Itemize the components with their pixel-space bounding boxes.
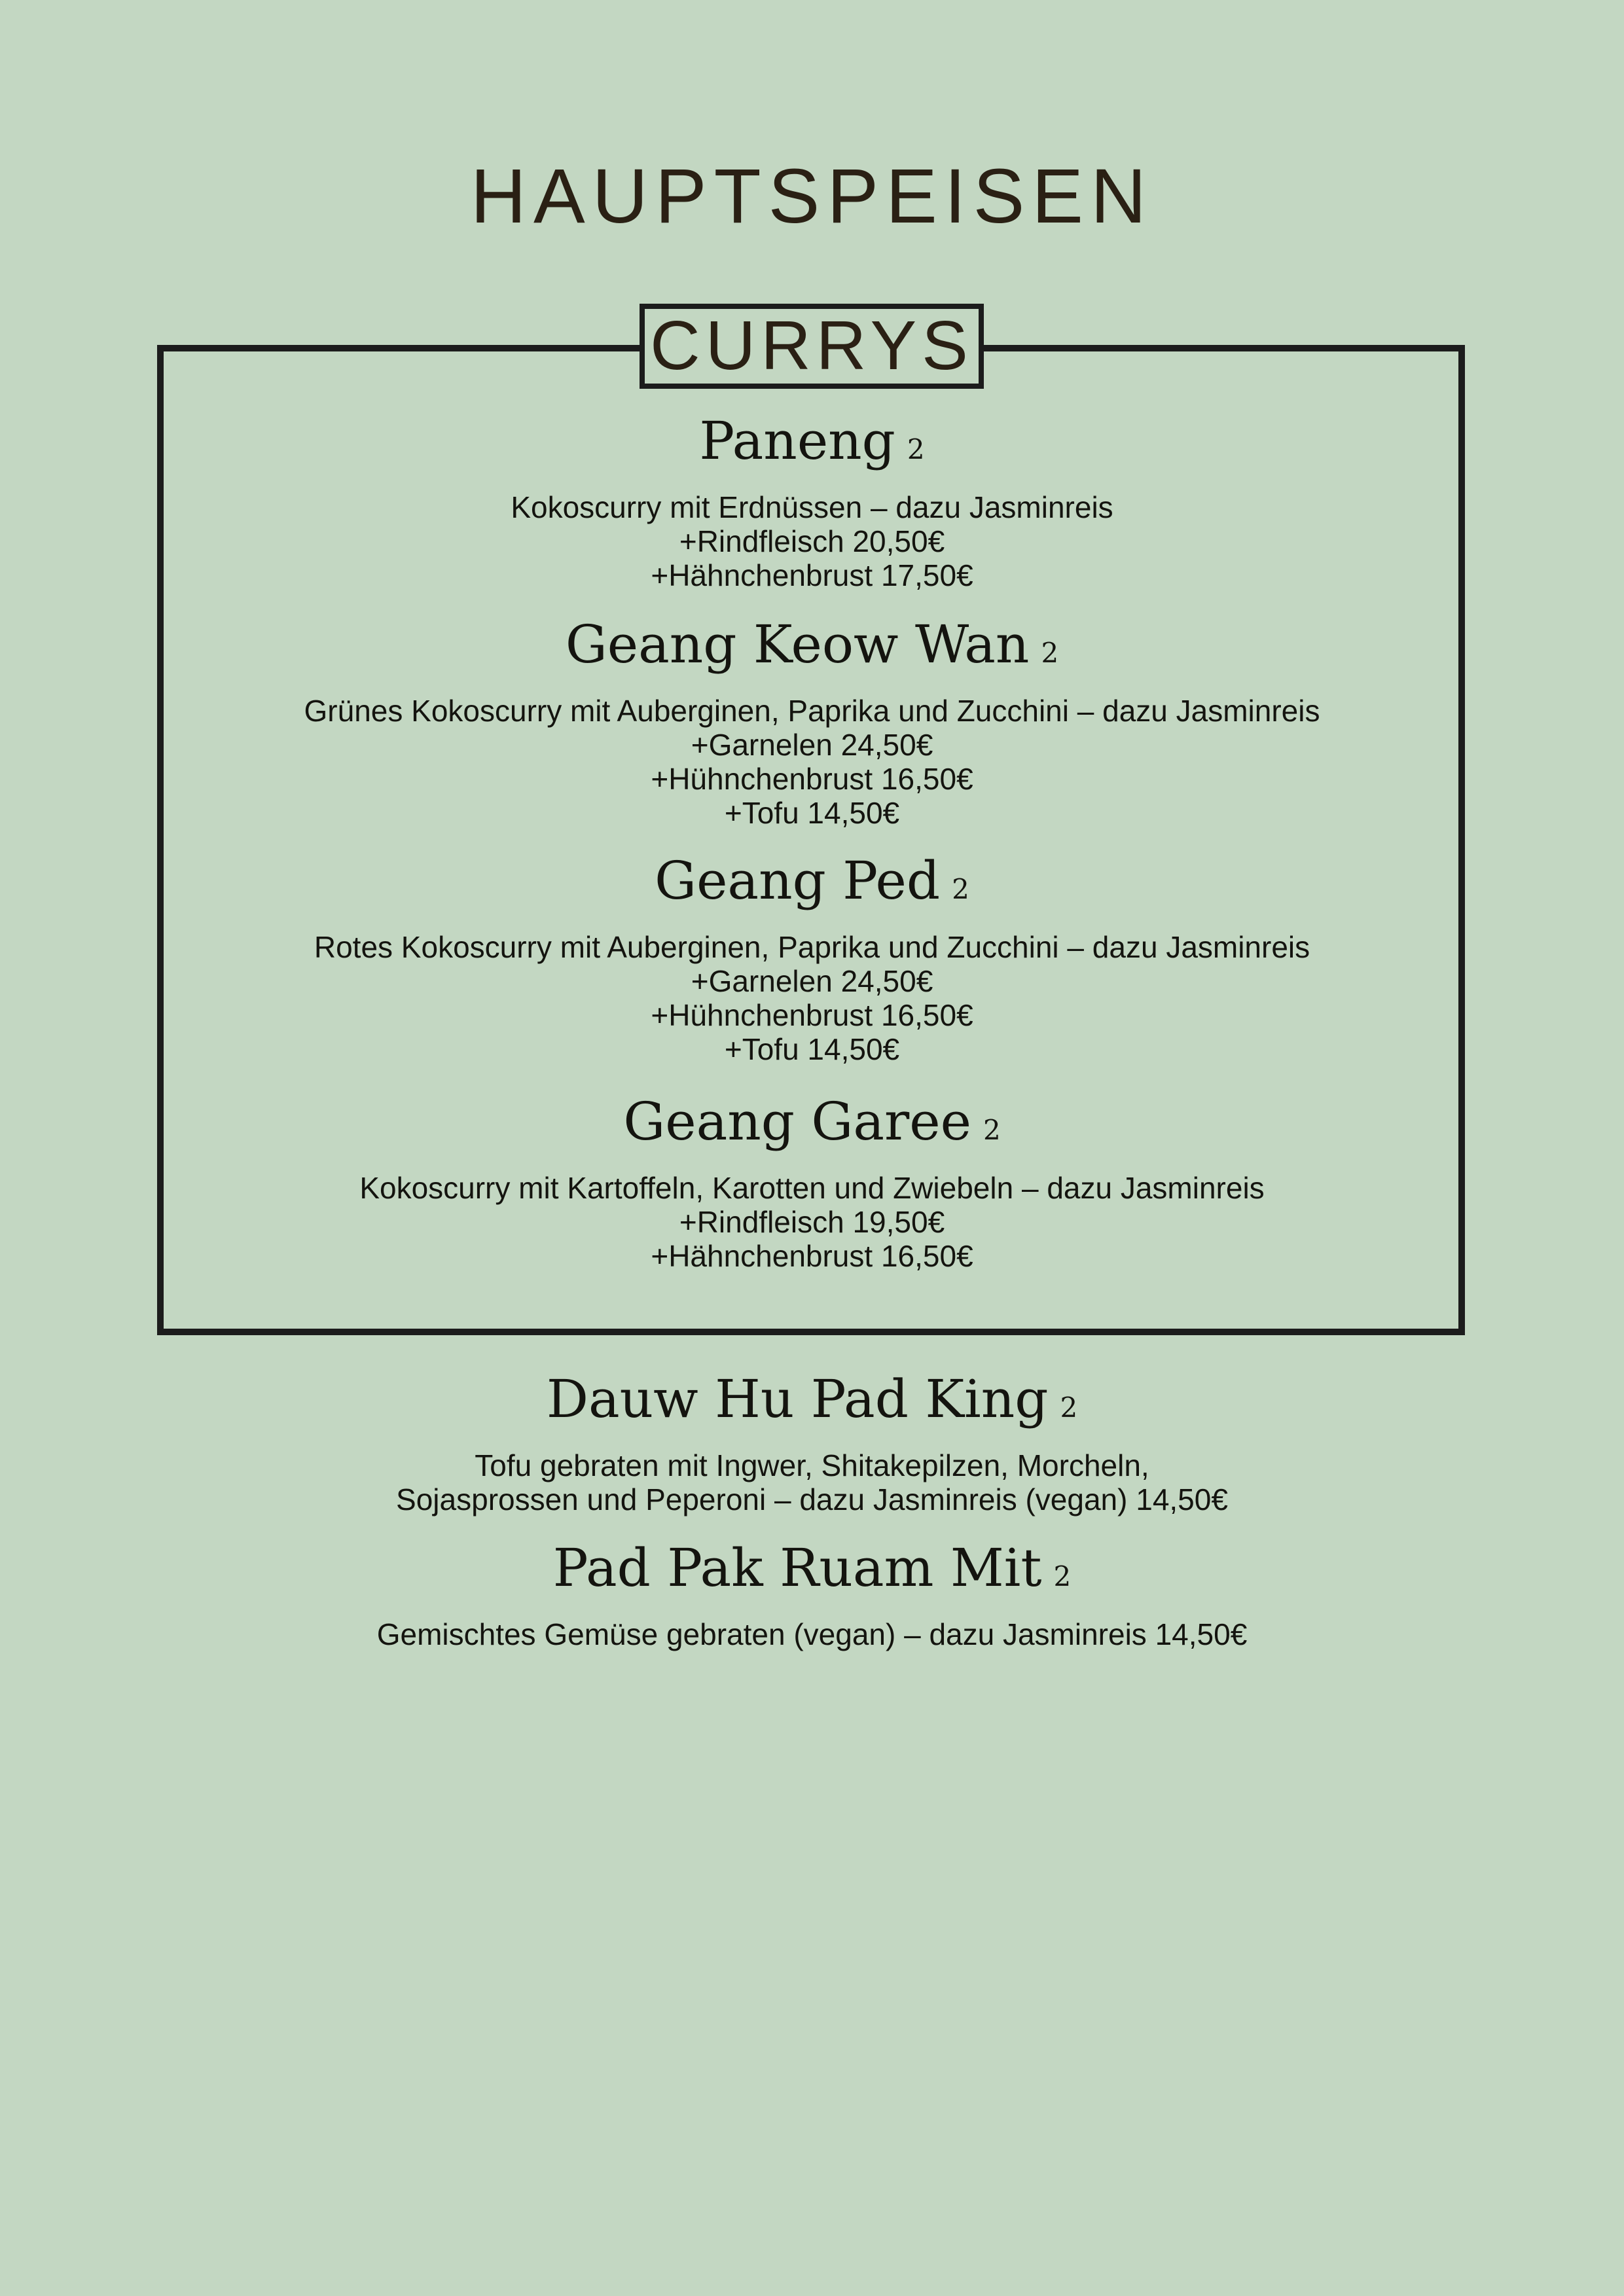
- dish-note: 2: [907, 433, 925, 465]
- section-label-currys: CURRYS: [640, 304, 984, 389]
- dish-note: 2: [1053, 1560, 1072, 1592]
- dish-name: Pad Pak Ruam Mit 2: [552, 1537, 1072, 1598]
- dish-name: Geang Garee 2: [623, 1091, 1001, 1152]
- menu-item-pad-pak-ruam-mit: [0, 1537, 1624, 1651]
- dish-option: +Garnelen 24,50€: [691, 728, 933, 762]
- dish-description: Grünes Kokoscurry mit Auberginen, Paprika und Zucchini – dazu Jasminreis: [304, 694, 1320, 728]
- dish-description: Tofu gebraten mit Ingwer, Shitakepilzen, Morcheln,: [475, 1448, 1149, 1482]
- dish-note: 2: [1041, 637, 1059, 669]
- dish-note: 2: [983, 1114, 1001, 1146]
- page-title: HAUPTSPEISEN: [470, 153, 1154, 240]
- dish-description: Kokoscurry mit Kartoffeln, Karotten und Zwiebeln – dazu Jasminreis: [359, 1171, 1265, 1205]
- dish-option: +Rindfleisch 20,50€: [679, 524, 945, 558]
- dish-option: +Hähnchenbrust 17,50€: [651, 558, 973, 592]
- dish-description: Rotes Kokoscurry mit Auberginen, Paprika und Zucchini – dazu Jasminreis: [314, 930, 1310, 964]
- menu-item-geang-garee: [0, 1090, 1624, 1273]
- dish-option: +Hühnchenbrust 16,50€: [651, 762, 973, 796]
- dish-name: Geang Keow Wan 2: [565, 614, 1059, 675]
- dish-option: +Rindfleisch 19,50€: [679, 1205, 945, 1239]
- menu-item-paneng: [0, 410, 1624, 592]
- menu-item-geang-keow-wan: [0, 613, 1624, 830]
- dish-option: +Garnelen 24,50€: [691, 964, 933, 998]
- dish-description: Gemischtes Gemüse gebraten (vegan) – dazu Jasminreis 14,50€: [376, 1617, 1248, 1651]
- menu-item-geang-ped: [0, 850, 1624, 1066]
- dish-option: +Tofu 14,50€: [724, 796, 900, 830]
- dish-option: +Hähnchenbrust 16,50€: [651, 1239, 973, 1273]
- dish-name: Geang Ped 2: [655, 850, 969, 911]
- dish-note: 2: [952, 873, 969, 905]
- dish-description: Sojasprossen und Peperoni – dazu Jasminreis (vegan) 14,50€: [396, 1482, 1228, 1516]
- dish-name: Dauw Hu Pad King 2: [546, 1369, 1078, 1429]
- menu-item-dauw-hu-pad-king: [0, 1368, 1624, 1516]
- dish-note: 2: [1060, 1391, 1078, 1424]
- dish-name: Paneng 2: [699, 410, 925, 471]
- dish-option: +Hühnchenbrust 16,50€: [651, 998, 973, 1032]
- dish-option: +Tofu 14,50€: [724, 1032, 900, 1066]
- dish-description: Kokoscurry mit Erdnüssen – dazu Jasminreis: [511, 490, 1113, 524]
